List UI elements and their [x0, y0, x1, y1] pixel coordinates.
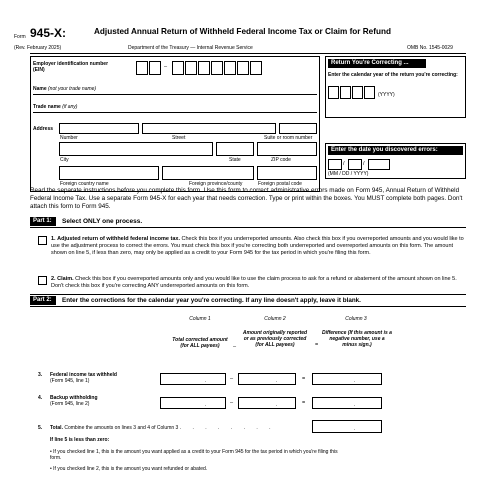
column-equals-sign: =: [315, 342, 319, 348]
part2-title: Enter the corrections for the calendar year you're correcting. If any line doesn't apply, leave it blank.: [62, 297, 361, 304]
line-3-column-3-decimal: .: [354, 378, 356, 384]
suite-label: Suite or room number: [264, 135, 313, 141]
country-field[interactable]: [59, 166, 159, 180]
trade-name-label: [33, 104, 77, 110]
ein-digit-4[interactable]: [185, 61, 197, 75]
ein-digit-3[interactable]: [172, 61, 184, 75]
postal-field[interactable]: [257, 166, 317, 180]
province-field[interactable]: [162, 166, 254, 180]
line-4-label: Backup withholding: [50, 395, 98, 401]
city-label: City: [60, 157, 69, 163]
line-4-column-2-decimal: .: [276, 402, 278, 408]
year-digit-3[interactable]: [352, 86, 363, 99]
trade-name-label-text: Trade name: [33, 104, 61, 110]
line-3-column-3-field[interactable]: [312, 373, 382, 385]
process-2-description: Check this box if you overreported amounts only and you would like to use the claim process to ask for a refund or abatement of the amount shown on line 5. Don't check this box if you're correcting ANY underreported amounts on this form.: [51, 276, 457, 289]
line-4-equals: =: [302, 400, 306, 406]
zip-label: ZIP code: [271, 157, 291, 163]
correcting-heading: Return You're Correcting ...: [328, 59, 426, 68]
ein-digit-8[interactable]: [237, 61, 249, 75]
instructions-text: Read the separate instructions before you complete this form. Use this form to correct administrative errors made on Form 945, Annual Return of Withheld Federal Income Tax. Use a separate Form 945-X for each year that needs correction. Type or print within the boxes. You MUST complete both pages. Don't attach this form to Form 945.: [30, 187, 463, 210]
line-4-sub: (Form 945, line 2): [50, 401, 90, 407]
line-5-text: [50, 425, 276, 431]
part1-tag: Part 1:: [30, 217, 56, 226]
column-2-header: Column 2: [264, 316, 286, 322]
year-digit-1[interactable]: [328, 86, 339, 99]
department-line: Department of the Treasury — Internal Revenue Service: [128, 45, 253, 51]
ein-digit-7[interactable]: [224, 61, 236, 75]
column-1-description: Total corrected amount (for ALL payees): [172, 337, 228, 349]
ein-label: Employer identification number: [33, 61, 109, 67]
line-5-total-field[interactable]: [312, 420, 382, 433]
discovered-year[interactable]: [368, 159, 390, 170]
ein-sub-label: (EIN): [33, 67, 45, 73]
form-number: 945-X:: [30, 26, 67, 40]
date-hint: (MM / DD / YYYY): [328, 171, 369, 177]
line-4-column-3-field[interactable]: [312, 397, 382, 409]
address-suite-field[interactable]: [279, 123, 317, 134]
line-3-column-1-field[interactable]: [160, 373, 226, 385]
year-digit-2[interactable]: [340, 86, 351, 99]
bullet-1-dot: •: [50, 449, 52, 455]
bullet-2: [50, 466, 340, 472]
name-hint: (not your trade name): [48, 86, 97, 92]
date-slash-2: /: [363, 161, 365, 167]
ein-digit-9[interactable]: [250, 61, 262, 75]
bullet-1: [50, 449, 340, 461]
form-title: Adjusted Annual Return of Withheld Federal Income Tax or Claim for Refund: [94, 27, 391, 36]
form-header: [14, 26, 470, 46]
postal-label: Foreign postal code: [258, 181, 302, 187]
part1-title: Select ONLY one process.: [62, 218, 143, 225]
omb-number: OMB No. 1545-0029: [407, 45, 453, 51]
address-number-field[interactable]: [59, 123, 139, 134]
line-3-label: Federal income tax withheld: [50, 372, 117, 378]
process-2-text: [51, 276, 467, 290]
line-4-column-1-decimal: .: [205, 402, 207, 408]
discovered-month[interactable]: [328, 159, 342, 170]
line-3-column-2-decimal: .: [276, 378, 278, 384]
country-label: Foreign country name: [60, 181, 109, 187]
bullet-2-text: If you checked line 2, this is the amount you want refunded or abated.: [53, 466, 208, 472]
ein-digit-5[interactable]: [198, 61, 210, 75]
process-1-checkbox[interactable]: [38, 236, 47, 245]
column-1-header: Column 1: [189, 316, 211, 322]
process-2-checkbox[interactable]: [38, 276, 47, 285]
province-label: Foreign province/county: [189, 181, 243, 187]
part2-rule: [30, 306, 466, 307]
line-5-dots: . . . . . . . .: [179, 425, 276, 431]
header-rule: [30, 53, 466, 54]
less-than-zero-heading: If line 5 is less than zero:: [50, 437, 110, 443]
bullet-1-text: If you checked line 1, this is the amount you want applied as a credit to your Form 945 for the tax period in which you're filing this form.: [50, 449, 338, 461]
process-1-heading: Adjusted return of withheld federal income tax.: [57, 236, 180, 242]
line-5-heading: Total.: [50, 425, 63, 431]
line-3-minus: –: [230, 376, 234, 382]
column-3-description: Difference (If this amount is a negative number, use a minus sign.): [322, 330, 392, 348]
state-field[interactable]: [216, 142, 254, 156]
year-digit-4[interactable]: [364, 86, 375, 99]
line-4-number: 4.: [38, 395, 43, 401]
process-1-text: [51, 236, 467, 257]
discovered-heading: Enter the date you discovered errors:: [328, 146, 463, 155]
part2-top-rule: [30, 294, 466, 295]
bullet-2-dot: •: [50, 466, 52, 472]
state-label: State: [229, 157, 241, 163]
trade-name-field[interactable]: [33, 112, 317, 113]
line-5-decimal: .: [354, 426, 356, 432]
trade-name-hint: (if any): [62, 104, 78, 110]
form-label: Form: [14, 34, 26, 40]
name-label: [33, 86, 96, 92]
address-label: Address: [33, 126, 54, 132]
column-minus-sign: –: [233, 344, 237, 350]
line-3-equals: =: [302, 376, 306, 382]
number-label: Number: [60, 135, 78, 141]
correcting-prompt: Enter the calendar year of the return you're correcting:: [328, 72, 458, 78]
line-4-column-1-field[interactable]: [160, 397, 226, 409]
address-street-field[interactable]: [142, 123, 276, 134]
process-2-heading: Claim.: [57, 276, 74, 282]
process-1-number: 1.: [51, 236, 56, 242]
ein-digit-2[interactable]: [149, 61, 161, 75]
zip-field[interactable]: [257, 142, 317, 156]
line-4-column-3-decimal: .: [354, 402, 356, 408]
line-3-number: 3.: [38, 372, 43, 378]
line-5-description: Combine the amounts on lines 3 and 4 of Column 3: [64, 425, 179, 431]
revision-date: (Rev. February 2025): [14, 45, 62, 51]
part1-rule: [30, 227, 466, 228]
year-hint: (YYYY): [378, 92, 395, 98]
ein-digit-6[interactable]: [211, 61, 223, 75]
line-3-sub: (Form 945, line 1): [50, 378, 90, 384]
process-1-description: Check this box if you underreported amounts. Also check this box if you overreported amounts and you would like to use the adjustment process to correct the errors. You must check this box if you're correcting both underreported and overreported amounts on this form. The amount shown on line 5, if less than zero, may only be applied as a credit to your Form 945 for the tax period in which you're filing this form.: [51, 236, 464, 256]
date-slash-1: /: [343, 161, 345, 167]
name-label-text: Name: [33, 86, 47, 92]
discovered-day[interactable]: [348, 159, 362, 170]
name-field[interactable]: [33, 94, 317, 95]
line-4-column-2-field[interactable]: [238, 397, 296, 409]
column-3-header: Column 3: [345, 316, 367, 322]
line-3-column-2-field[interactable]: [238, 373, 296, 385]
ein-dash: –: [164, 64, 168, 70]
ein-digit-1[interactable]: [136, 61, 148, 75]
line-3-column-1-decimal: .: [205, 378, 207, 384]
line-5-number: 5.: [38, 425, 43, 431]
process-2-number: 2.: [51, 276, 56, 282]
part2-tag: Part 2:: [30, 296, 56, 305]
street-label: Street: [172, 135, 186, 141]
city-field[interactable]: [59, 142, 213, 156]
line-4-minus: –: [230, 400, 234, 406]
column-2-description: Amount originally reported or as previously corrected (for ALL payees): [242, 330, 308, 348]
